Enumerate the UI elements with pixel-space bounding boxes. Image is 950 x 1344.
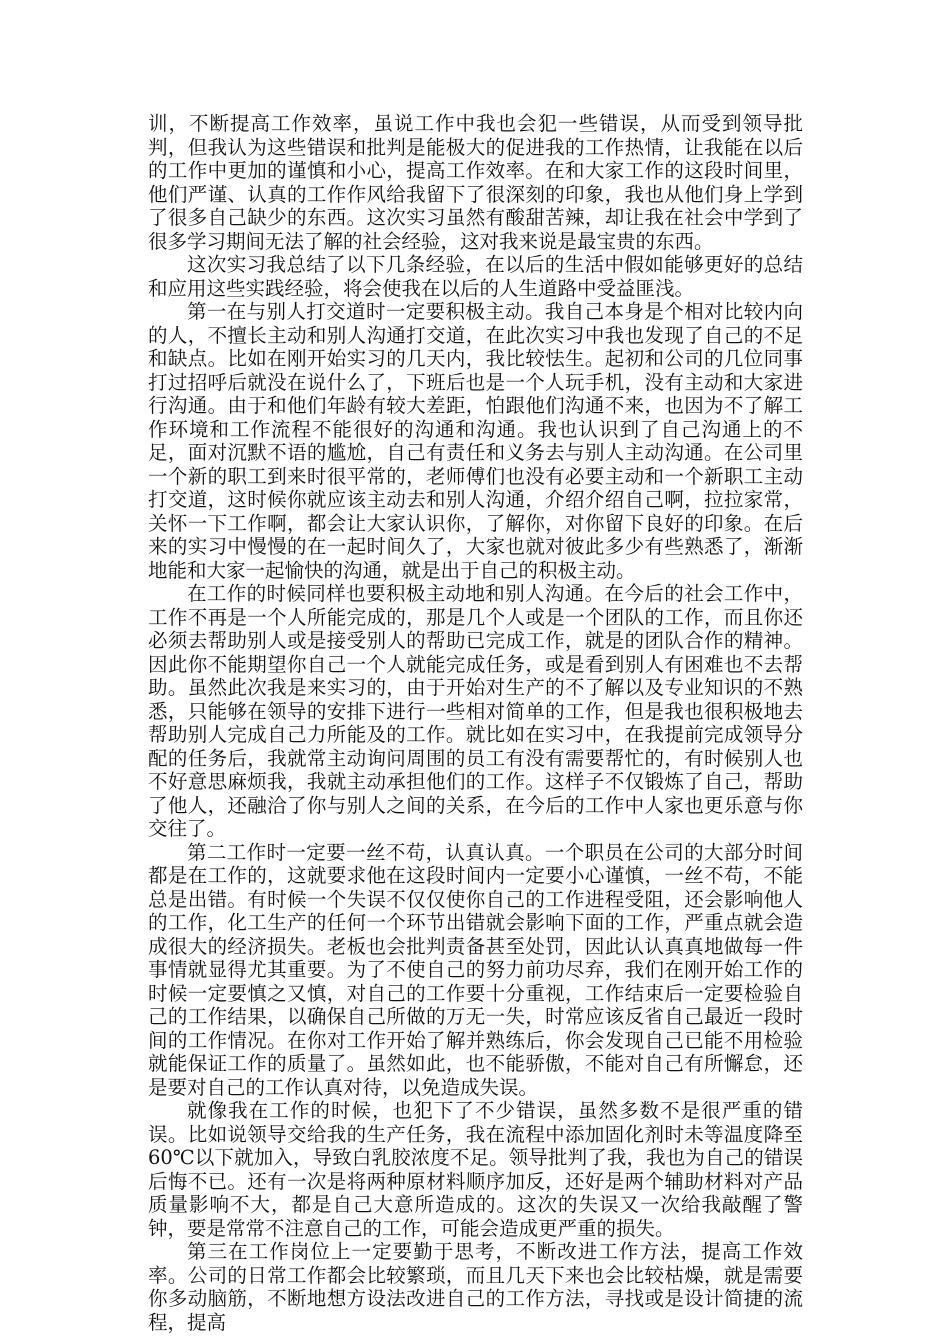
paragraph-teamwork: 在工作的时候同样也要积极主动地和别人沟通。在今后的社会工作中，工作不再是一个人所能完成的，那是几个人或是一个团队的工作，而且你还必须去帮助别人或是接受别人的帮助已完成工作，就是的团队合作的精神。因此你不能期望你自己一个人就能完成任务，或是看到别人有困难也不去帮助。虽然此次我是来实习的，由于开始对生产的不了解以及专业知识的不熟悉，只能够在领导的安排下进行一些相对简单的工作，但是我也很积极地去帮助别人完成自己力所能及的工作。就比如在实习中，在我提前完成领导分配的任务后，我就常主动询问周围的员工有没有需要帮忙的，有时候别人也不好意思麻烦我，我就主动承担他们的工作。这样子不仅锻炼了自己，帮助了他人，还融洽了你与别人之间的关系，在今后的工作中人家也更乐意与你交往了。 bbox=[148, 582, 803, 840]
paragraph-summary-intro: 这次实习我总结了以下几条经验，在以后的生活中假如能够更好的总结和应用这些实践经验，将会使我在以后的人生道路中受益匪浅。 bbox=[148, 253, 803, 300]
document-body bbox=[148, 112, 803, 1334]
paragraph-lesson-three: 第三在工作岗位上一定要勤于思考，不断改进工作方法，提高工作效率。公司的日常工作都会比较繁琐，而且几天下来也会比较枯燥，就是需要你多动脑筋，不断地想方设法改进自己的工作方法，寻找或是设计简捷的流程，提高 bbox=[148, 1240, 803, 1334]
paragraph-lesson-two: 第二工作时一定要一丝不苟，认真认真。一个职员在公司的大部分时间都是在工作的，这就要求他在这段时间内一定要小心谨慎，一丝不苟，不能总是出错。有时候一个失误不仅仅使你自己的工作进程受阻，还会影响他人的工作，化工生产的任何一个环节出错就会影响下面的工作，严重点就会造成很大的经济损失。老板也会批判责备甚至处罚，因此认认真真地做每一件事情就显得尤其重要。为了不使自己的努力前功尽弃，我们在刚开始工作的时候一定要慎之又慎，对自己的工作要十分重视，工作结束后一定要检验自己的工作结果，以确保自己所做的万无一失，时常应该反省自己最近一段时间的工作情况。在你对工作开始了解并熟练后，你会发现自己已能不用检验就能保证工作的质量了。虽然如此，也不能骄傲，不能对自己有所懈怠，还是要对自己的工作认真对待，以免造成失误。 bbox=[148, 840, 803, 1099]
paragraph-lesson-one: 第一在与别人打交道时一定要积极主动。我自己本身是个相对比较内向的人，不擅长主动和别人沟通打交道，在此次实习中我也发现了自己的不足和缺点。比如在刚开始实习的几天内，我比较怯生。起初和公司的几位同事打过招呼后就没在说什么了，下班后也是一个人玩手机，没有主动和大家进行沟通。由于和他们年龄有较大差距，怕跟他们沟通不来，也因为不了解工作环境和工作流程不能很好的沟通和沟通。我也认识到了自己沟通上的不足，面对沉默不语的尴尬，自己有责任和义务去与别人主动沟通。在公司里一个新的职工到来时很平常的，老师傅们也没有必要主动和一个新职工主动打交道，这时候你就应该主动去和别人沟通，介绍介绍自己啊，拉拉家常，关怀一下工作啊，都会让大家认识你，了解你，对你留下良好的印象。在后来的实习中慢慢的在一起时间久了，大家也就对彼此多少有些熟悉了，渐渐地能和大家一起愉快的沟通，就是出于自己的积极主动。 bbox=[148, 300, 803, 582]
paragraph-continued: 训，不断提高工作效率，虽说工作中我也会犯一些错误，从而受到领导批判，但我认为这些错误和批判是能极大的促进我的工作热情，让我能在以后的工作中更加的谨慎和小心，提高工作效率。在和大家工作的这段时间里，他们严谨、认真的工作作风给我留下了很深刻的印象，我也从他们身上学到了很多自己缺少的东西。这次实习虽然有酸甜苦辣，却让我在社会中学到了很多学习期间无法了解的社会经验，这对我来说是最宝贵的东西。 bbox=[148, 112, 803, 253]
paragraph-mistakes: 就像我在工作的时候，也犯下了不少错误，虽然多数不是很严重的错误。比如说领导交给我的生产任务，我在流程中添加固化剂时未等温度降至60℃以下就加入，导致白乳胶浓度不足。领导批判了我，我也为自己的错误后悔不已。还有一次是将两种原材料顺序加反，还好是两个辅助材料对产品质量影响不大，都是自己大意所造成的。这次的失误又一次给我敲醒了警钟，要是常常不注意自己的工作，可能会造成更严重的损失。 bbox=[148, 1099, 803, 1240]
